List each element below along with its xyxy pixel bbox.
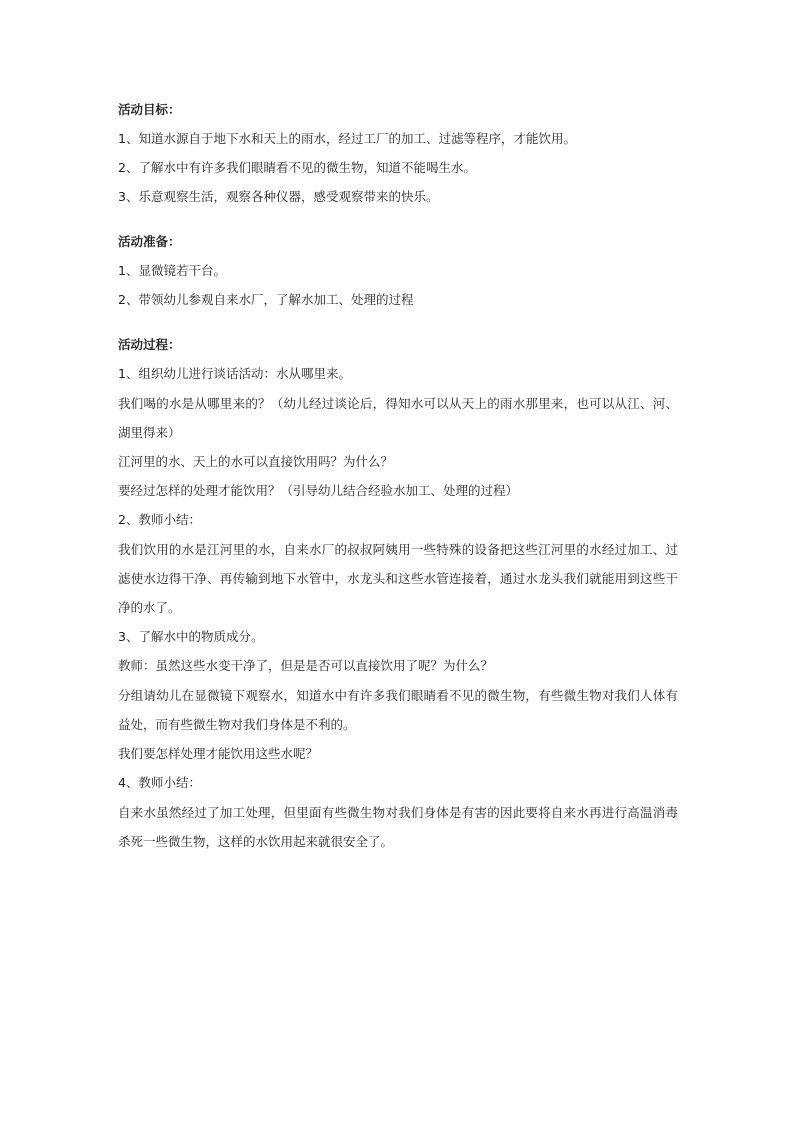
process-step-2-title: 2、教师小结：: [118, 512, 201, 527]
process-paragraph: 我们喝的水是从哪里来的？（幼儿经过谈论后，得知水可以从天上的雨水那里来，也可以从江、河、湖里得来）: [118, 396, 678, 440]
preparation-item-2: 2、带领幼儿参观自来水厂，了解水加工、处理的过程: [118, 292, 414, 307]
process-paragraph: 我们要怎样处理才能饮用这些水呢？: [118, 746, 319, 761]
goal-item-3: 3、乐意观察生活，观察各种仪器，感受观察带来的快乐。: [118, 189, 439, 204]
process-paragraph: 我们饮用的水是江河里的水，自来水厂的叔叔阿姨用一些特殊的设备把这些江河里的水经过加工、过滤使水边得干净、再传输到地下水管中，水龙头和这些水管连接着，通过水龙头我们就能用到这些干净的水了。: [118, 542, 678, 615]
preparation-heading: 活动准备：: [118, 234, 181, 249]
process-paragraph: 自来水虽然经过了加工处理，但里面有些微生物对我们身体是有害的因此要将自来水再进行高温消毒杀死一些微生物，这样的水饮用起来就很安全了。: [118, 805, 678, 849]
process-heading: 活动过程：: [118, 337, 181, 352]
process-paragraph: 江河里的水、天上的水可以直接饮用吗？为什么？: [118, 454, 394, 469]
preparation-item-1: 1、显微镜若干台。: [118, 263, 226, 278]
goals-heading: 活动目标：: [118, 102, 181, 117]
process-paragraph: 分组请幼儿在显微镜下观察水，知道水中有许多我们眼睛看不见的微生物，有些微生物对我们人体有益处，而有些微生物对我们身体是不利的。: [118, 688, 678, 732]
process-paragraph: 教师：虽然这些水变干净了，但是是否可以直接饮用了呢？为什么？: [118, 658, 494, 673]
process-step-4-title: 4、教师小结：: [118, 775, 201, 790]
process-paragraph: 要经过怎样的处理才能饮用？（引导幼儿结合经验水加工、处理的过程）: [118, 483, 519, 498]
goal-item-2: 2、了解水中有许多我们眼睛看不见的微生物，知道不能喝生水。: [118, 160, 476, 175]
goal-item-1: 1、知道水源自于地下水和天上的雨水，经过工厂的加工、过滤等程序，才能饮用。: [118, 131, 576, 146]
document-page: [118, 100, 678, 861]
process-step-1-title: 1、组织幼儿进行谈话活动：水从哪里来。: [118, 366, 351, 381]
process-step-3-title: 3、了解水中的物质成分。: [118, 629, 264, 644]
